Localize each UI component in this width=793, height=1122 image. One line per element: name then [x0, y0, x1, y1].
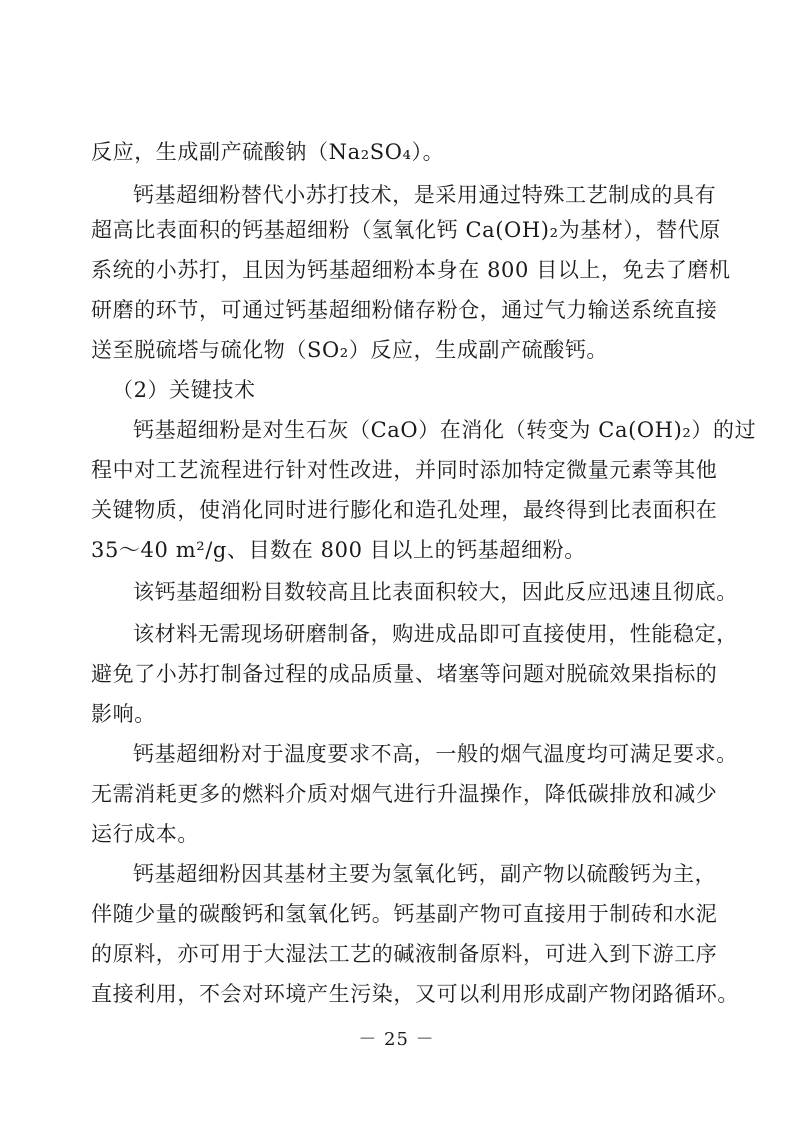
text-line: 钙基超细粉对于温度要求不高，一般的烟气温度均可满足要求。 [133, 742, 738, 766]
text-line: 程中对工艺流程进行针对性改进，并同时添加特定微量元素等其他 [91, 458, 718, 482]
text-line: 关键物质，使消化同时进行膨化和造孔处理，最终得到比表面积在 [91, 498, 718, 522]
text-line: 影响。 [91, 702, 156, 726]
text-line: 伴随少量的碳酸钙和氢氧化钙。钙基副产物可直接用于制砖和水泥 [91, 902, 718, 926]
text-line: 钙基超细粉替代小苏打技术，是采用通过特殊工艺制成的具有 [133, 183, 717, 207]
text-line: 送至脱硫塔与硫化物（SO₂）反应，生成副产硫酸钙。 [91, 338, 609, 362]
text-line: 无需消耗更多的燃料介质对烟气进行升温操作，降低碳排放和减少 [91, 782, 718, 806]
section-heading: （2）关键技术 [112, 378, 256, 402]
text-line: 35～40 m²/g、目数在 800 目以上的钙基超细粉。 [91, 538, 586, 562]
text-line: 超高比表面积的钙基超细粉（氢氧化钙 Ca(OH)₂为基材），替代原 [91, 218, 721, 242]
text-line: 的原料，亦可用于大湿法工艺的碱液制备原料，可进入到下游工序 [91, 942, 718, 966]
text-line: 该材料无需现场研磨制备，购进成品即可直接使用，性能稳定， [133, 622, 738, 646]
text-line: 直接利用，不会对环境产生污染，又可以利用形成副产物闭路循环。 [91, 982, 739, 1006]
page-number: － 25 － [358, 1029, 435, 1050]
text-line: 反应，生成副产硫酸钠（Na₂SO₄）。 [91, 140, 445, 164]
text-line: 避免了小苏打制备过程的成品质量、堵塞等问题对脱硫效果指标的 [91, 662, 718, 686]
text-line: 系统的小苏打，且因为钙基超细粉本身在 800 目以上，免去了磨机 [91, 258, 731, 282]
text-line: 钙基超细粉是对生石灰（CaO）在消化（转变为 Ca(OH)₂）的过 [133, 418, 757, 442]
text-line: 研磨的环节，可通过钙基超细粉储存粉仓，通过气力输送系统直接 [91, 298, 718, 322]
text-line: 运行成本。 [91, 822, 199, 846]
text-line: 该钙基超细粉目数较高且比表面积较大，因此反应迅速且彻底。 [133, 580, 738, 604]
text-line: 钙基超细粉因其基材主要为氢氧化钙，副产物以硫酸钙为主， [133, 862, 717, 886]
